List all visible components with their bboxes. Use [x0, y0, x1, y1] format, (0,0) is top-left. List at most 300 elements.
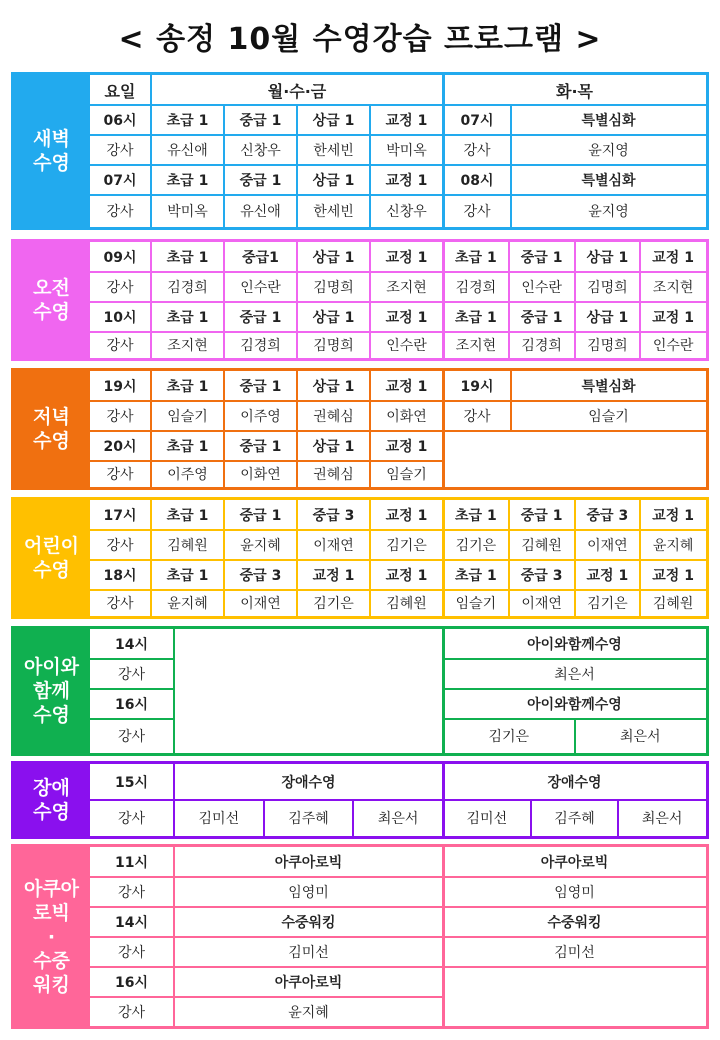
class-level: 초급 1 [166, 568, 209, 584]
grid-line [88, 629, 90, 753]
grid-line [263, 800, 265, 836]
grid-line [296, 302, 298, 332]
grid-line [639, 302, 641, 332]
instructor-name: 신창우 [386, 204, 427, 220]
grid-line [89, 301, 151, 303]
grid-line [223, 590, 225, 616]
section-disabled [11, 761, 709, 839]
grid-line [296, 500, 298, 530]
grid-line [296, 105, 298, 135]
grid-line [574, 332, 576, 358]
instructor-name: 김주혜 [554, 811, 595, 827]
class-level: 중급 1 [239, 113, 282, 129]
class-level: 상급 1 [312, 113, 355, 129]
grid-line [296, 195, 298, 227]
grid-line [639, 272, 641, 302]
instructor-label: 강사 [106, 467, 134, 483]
grid-line [151, 104, 443, 106]
grid-line [223, 105, 225, 135]
instructor-name: 김미선 [554, 945, 595, 961]
section-evening [11, 368, 709, 490]
grid-line [151, 529, 443, 531]
instructor-name: 조지현 [455, 338, 497, 354]
grid-line [89, 331, 151, 333]
grid-line [369, 272, 371, 302]
grid-line [574, 560, 576, 590]
class-level: 교정 1 [652, 250, 694, 266]
class-level: 상급 1 [586, 310, 629, 326]
grid-line [89, 134, 151, 136]
grid-line [508, 242, 510, 272]
instructor-name: 임영미 [554, 885, 595, 901]
grid-line [223, 431, 225, 461]
time-slot: 07시 [103, 173, 137, 189]
class-level: 초급 1 [166, 310, 209, 326]
grid-line [443, 589, 706, 591]
instructor-name: 윤지영 [588, 204, 629, 220]
grid-line [223, 530, 225, 560]
grid-line [173, 847, 175, 1026]
grid-line [174, 996, 443, 998]
grid-line [89, 194, 151, 196]
class-level: 초급 1 [166, 379, 209, 395]
class-level: 아이와함께수영 [527, 637, 622, 653]
page-title: < 송정 10월 수영강습 프로그램 > [118, 22, 602, 57]
class-level: 교정 1 [385, 568, 428, 584]
grid-line [150, 500, 152, 616]
grid-line [508, 332, 510, 358]
class-level: 상급 1 [586, 250, 629, 266]
time-slot: 20시 [103, 439, 137, 455]
grid-line [173, 629, 175, 753]
instructor-name: 이재연 [313, 538, 354, 554]
class-level: 장애수영 [281, 775, 336, 791]
grid-line [174, 799, 443, 801]
section-label: 저녁 수영 [14, 371, 89, 487]
grid-line [442, 629, 445, 753]
grid-line [369, 332, 371, 358]
instructor-label: 강사 [117, 945, 146, 961]
instructor-name: 김경희 [167, 280, 208, 296]
grid-line [89, 799, 174, 801]
grid-line [223, 461, 225, 487]
grid-line [88, 371, 90, 487]
grid-line [443, 301, 706, 303]
class-level: 초급 1 [166, 439, 209, 455]
section-label: 오전 수영 [14, 242, 89, 358]
grid-line [369, 195, 371, 227]
class-level: 특별심화 [581, 173, 636, 189]
class-level: 중급 3 [312, 508, 355, 524]
class-level: 초급 1 [455, 310, 497, 326]
grid-line [223, 332, 225, 358]
instructor-label: 강사 [106, 143, 134, 159]
instructor-name: 윤지혜 [167, 596, 208, 612]
instructor-name: 김기은 [587, 596, 628, 612]
grid-line [174, 966, 443, 968]
instructor-label: 강사 [117, 1004, 146, 1021]
grid-line [574, 302, 576, 332]
grid-line [296, 272, 298, 302]
grid-line [639, 242, 641, 272]
grid-line [369, 560, 371, 590]
grid-line [88, 242, 90, 358]
instructor-label: 강사 [463, 143, 491, 159]
section-morning [11, 239, 709, 361]
class-level: 장애수영 [547, 775, 602, 791]
instructor-name: 이재연 [587, 538, 628, 554]
class-level: 교정 1 [385, 113, 428, 129]
instructor-name: 이재연 [240, 596, 281, 612]
instructor-name: 최은서 [554, 667, 595, 683]
grid-line [443, 430, 706, 432]
section-kids [11, 497, 709, 619]
instructor-label: 강사 [106, 338, 134, 354]
grid-line [639, 590, 641, 616]
grid-line [173, 764, 175, 836]
grid-line [508, 530, 510, 560]
instructor-label: 강사 [106, 204, 134, 220]
time-slot: 07시 [460, 113, 494, 129]
instructor-name: 임슬기 [167, 409, 208, 425]
grid-line [443, 529, 706, 531]
time-slot: 14시 [114, 637, 148, 653]
grid-line [442, 75, 445, 227]
grid-line [296, 590, 298, 616]
grid-line [89, 589, 151, 591]
class-level: 아쿠아로빅 [540, 855, 609, 871]
instructor-name: 조지현 [652, 280, 694, 296]
instructor-label: 강사 [463, 409, 491, 425]
grid-line [443, 400, 706, 402]
grid-line [223, 500, 225, 530]
grid-line [369, 431, 371, 461]
grid-line [442, 764, 445, 836]
grid-line [151, 301, 443, 303]
grid-line [574, 719, 576, 753]
instructor-name: 김경희 [455, 280, 497, 296]
class-level: 교정 1 [385, 173, 428, 189]
grid-line [223, 242, 225, 272]
instructor-name: 김명희 [587, 338, 628, 354]
instructor-name: 김경희 [521, 338, 562, 354]
grid-line [223, 401, 225, 431]
grid-line [88, 500, 90, 616]
grid-line [89, 936, 174, 938]
grid-line [617, 800, 619, 836]
instructor-name: 인수란 [521, 280, 562, 296]
class-level: 중급 1 [520, 310, 563, 326]
grid-line [151, 460, 443, 462]
day-label: 요일 [104, 81, 136, 101]
time-slot: 09시 [103, 250, 137, 266]
instructor-label: 강사 [117, 885, 146, 901]
grid-line [89, 164, 151, 166]
time-slot: 18시 [103, 568, 137, 584]
grid-line [89, 876, 174, 878]
class-level: 중급 1 [520, 508, 563, 524]
class-level: 초급 1 [455, 508, 497, 524]
class-level: 초급 1 [166, 250, 209, 266]
grid-line [296, 560, 298, 590]
instructor-name: 김기은 [386, 538, 427, 554]
grid-line [369, 461, 371, 487]
grid-line [89, 460, 151, 462]
grid-line [88, 764, 90, 836]
grid-line [443, 936, 706, 938]
instructor-name: 권혜심 [313, 409, 354, 425]
grid-line [223, 302, 225, 332]
instructor-label: 강사 [117, 667, 146, 683]
grid-line [443, 134, 706, 136]
class-level: 중급 3 [239, 568, 282, 584]
grid-line [508, 590, 510, 616]
instructor-label: 강사 [106, 409, 134, 425]
class-level: 중급 1 [239, 310, 282, 326]
instructor-name: 김미선 [466, 811, 508, 827]
class-level: 중급 1 [520, 250, 563, 266]
instructor-name: 김경희 [240, 338, 281, 354]
grid-line [443, 718, 706, 720]
days-mwf: 월·수·금 [267, 81, 327, 101]
grid-line [151, 400, 443, 402]
instructor-name: 김혜원 [521, 538, 562, 554]
time-slot: 16시 [114, 975, 148, 991]
grid-line [296, 242, 298, 272]
grid-line [443, 876, 706, 878]
instructor-label: 강사 [106, 538, 134, 554]
class-level: 수중워킹 [547, 915, 602, 931]
grid-line [443, 104, 706, 106]
grid-line [574, 530, 576, 560]
section-label: 아쿠아 로빅 · 수중 워킹 [14, 847, 89, 1026]
time-slot: 19시 [103, 379, 137, 395]
class-level: 초급 1 [455, 568, 497, 584]
instructor-name: 이화연 [386, 409, 427, 425]
grid-line [151, 194, 443, 196]
grid-line [508, 560, 510, 590]
grid-line [443, 331, 706, 333]
grid-line [89, 966, 174, 968]
grid-line [296, 371, 298, 401]
grid-line [223, 135, 225, 165]
grid-line [89, 104, 151, 106]
instructor-name: 유신애 [167, 143, 208, 159]
instructor-name: 김혜원 [167, 538, 208, 554]
grid-line [369, 371, 371, 401]
instructor-name: 김주혜 [288, 811, 329, 827]
instructor-name: 김명희 [313, 338, 354, 354]
section-label: 장애 수영 [14, 764, 89, 836]
class-level: 상급 1 [312, 250, 355, 266]
grid-line [88, 847, 90, 1026]
instructor-name: 최은서 [619, 729, 661, 745]
grid-line [369, 590, 371, 616]
grid-line [151, 134, 443, 136]
days-tt: 화·목 [556, 81, 593, 101]
grid-line [442, 242, 445, 358]
class-level: 상급 1 [312, 379, 355, 395]
grid-line [352, 800, 354, 836]
grid-line [443, 194, 706, 196]
grid-line [150, 75, 152, 227]
class-level: 교정 1 [385, 310, 428, 326]
grid-line [296, 530, 298, 560]
grid-line [151, 271, 443, 273]
time-slot: 11시 [114, 855, 148, 871]
grid-line [442, 847, 445, 1026]
class-level: 특별심화 [581, 379, 636, 395]
grid-line [174, 936, 443, 938]
class-level: 수중워킹 [281, 915, 336, 931]
instructor-name: 조지현 [167, 338, 208, 354]
grid-line [151, 331, 443, 333]
class-level: 교정 1 [385, 250, 428, 266]
grid-line [574, 500, 576, 530]
class-level: 상급 1 [312, 310, 355, 326]
class-level: 아이와함께수영 [527, 697, 622, 713]
grid-line [151, 589, 443, 591]
instructor-name: 이주영 [167, 467, 208, 483]
instructor-name: 인수란 [652, 338, 694, 354]
instructor-name: 이재연 [521, 596, 562, 612]
class-level: 초급 1 [166, 508, 209, 524]
grid-line [89, 688, 174, 690]
grid-line [639, 530, 641, 560]
class-level: 중급 1 [239, 379, 282, 395]
section-dawn [11, 72, 709, 230]
grid-line [369, 302, 371, 332]
grid-line [443, 906, 706, 908]
class-level: 중급 1 [239, 508, 282, 524]
class-level: 상급 1 [312, 173, 355, 189]
class-level: 교정 1 [385, 439, 428, 455]
grid-line [174, 876, 443, 878]
instructor-name: 윤지혜 [240, 538, 281, 554]
time-slot: 15시 [114, 775, 148, 791]
grid-line [443, 658, 706, 660]
grid-line [443, 559, 706, 561]
instructor-name: 윤지영 [588, 143, 629, 159]
grid-line [89, 271, 151, 273]
class-level: 아쿠아로빅 [274, 855, 343, 871]
instructor-name: 김기은 [488, 729, 530, 745]
instructor-name: 최은서 [377, 811, 419, 827]
grid-line [574, 242, 576, 272]
grid-line [89, 400, 151, 402]
grid-line [296, 332, 298, 358]
grid-line [89, 430, 151, 432]
grid-line [88, 75, 90, 227]
instructor-name: 김명희 [313, 280, 354, 296]
section-parent [11, 626, 709, 756]
grid-line [639, 500, 641, 530]
grid-line [443, 966, 706, 968]
grid-line [369, 500, 371, 530]
class-level: 초급 1 [455, 250, 497, 266]
time-slot: 16시 [114, 697, 148, 713]
grid-line [223, 165, 225, 195]
grid-line [296, 135, 298, 165]
grid-line [574, 272, 576, 302]
grid-line [296, 461, 298, 487]
time-slot: 19시 [460, 379, 494, 395]
grid-line [369, 530, 371, 560]
class-level: 교정 1 [652, 568, 694, 584]
section-label: 아이와 함께 수영 [14, 629, 89, 753]
section-label: 어린이 수영 [14, 500, 89, 616]
grid-line [150, 371, 152, 487]
instructor-name: 윤지혜 [288, 1004, 329, 1021]
class-level: 중급 3 [586, 508, 629, 524]
instructor-name: 임영미 [288, 885, 329, 901]
grid-line [369, 135, 371, 165]
grid-line [89, 559, 151, 561]
grid-line [89, 529, 151, 531]
grid-line [574, 590, 576, 616]
class-level: 교정 1 [586, 568, 629, 584]
time-slot: 10시 [103, 310, 137, 326]
grid-line [223, 560, 225, 590]
grid-line [223, 195, 225, 227]
grid-line [639, 560, 641, 590]
grid-line [296, 431, 298, 461]
class-level: 초급 1 [166, 113, 209, 129]
instructor-name: 김미선 [288, 945, 329, 961]
grid-line [508, 272, 510, 302]
instructor-name: 윤지혜 [652, 538, 694, 554]
grid-line [369, 401, 371, 431]
class-level: 교정 1 [652, 508, 694, 524]
grid-line [442, 371, 445, 487]
instructor-name: 권혜심 [313, 467, 354, 483]
class-level: 교정 1 [652, 310, 694, 326]
instructor-name: 김기은 [455, 538, 497, 554]
grid-line [442, 500, 445, 616]
grid-line [443, 688, 706, 690]
instructor-name: 임슬기 [455, 596, 497, 612]
grid-line [150, 242, 152, 358]
instructor-label: 강사 [106, 596, 134, 612]
grid-line [151, 430, 443, 432]
instructor-name: 이화연 [240, 467, 281, 483]
grid-line [89, 906, 174, 908]
class-level: 중급 3 [520, 568, 563, 584]
grid-line [443, 799, 706, 801]
instructor-name: 인수란 [386, 338, 427, 354]
class-level: 특별심화 [581, 113, 636, 129]
instructor-name: 임슬기 [386, 467, 427, 483]
grid-line [508, 500, 510, 530]
grid-line [89, 718, 174, 720]
instructor-label: 강사 [117, 811, 146, 827]
instructor-name: 유신애 [240, 204, 281, 220]
class-level: 중급 1 [239, 439, 282, 455]
grid-line [639, 332, 641, 358]
instructor-name: 한세빈 [313, 143, 354, 159]
time-slot: 08시 [460, 173, 494, 189]
class-level: 교정 1 [312, 568, 355, 584]
time-slot: 17시 [103, 508, 137, 524]
grid-line [296, 165, 298, 195]
instructor-name: 이주영 [240, 409, 281, 425]
class-level: 아쿠아로빅 [274, 975, 343, 991]
grid-line [89, 658, 174, 660]
class-level: 중급 1 [239, 173, 282, 189]
instructor-name: 박미옥 [386, 143, 427, 159]
grid-line [174, 906, 443, 908]
grid-line [151, 164, 443, 166]
